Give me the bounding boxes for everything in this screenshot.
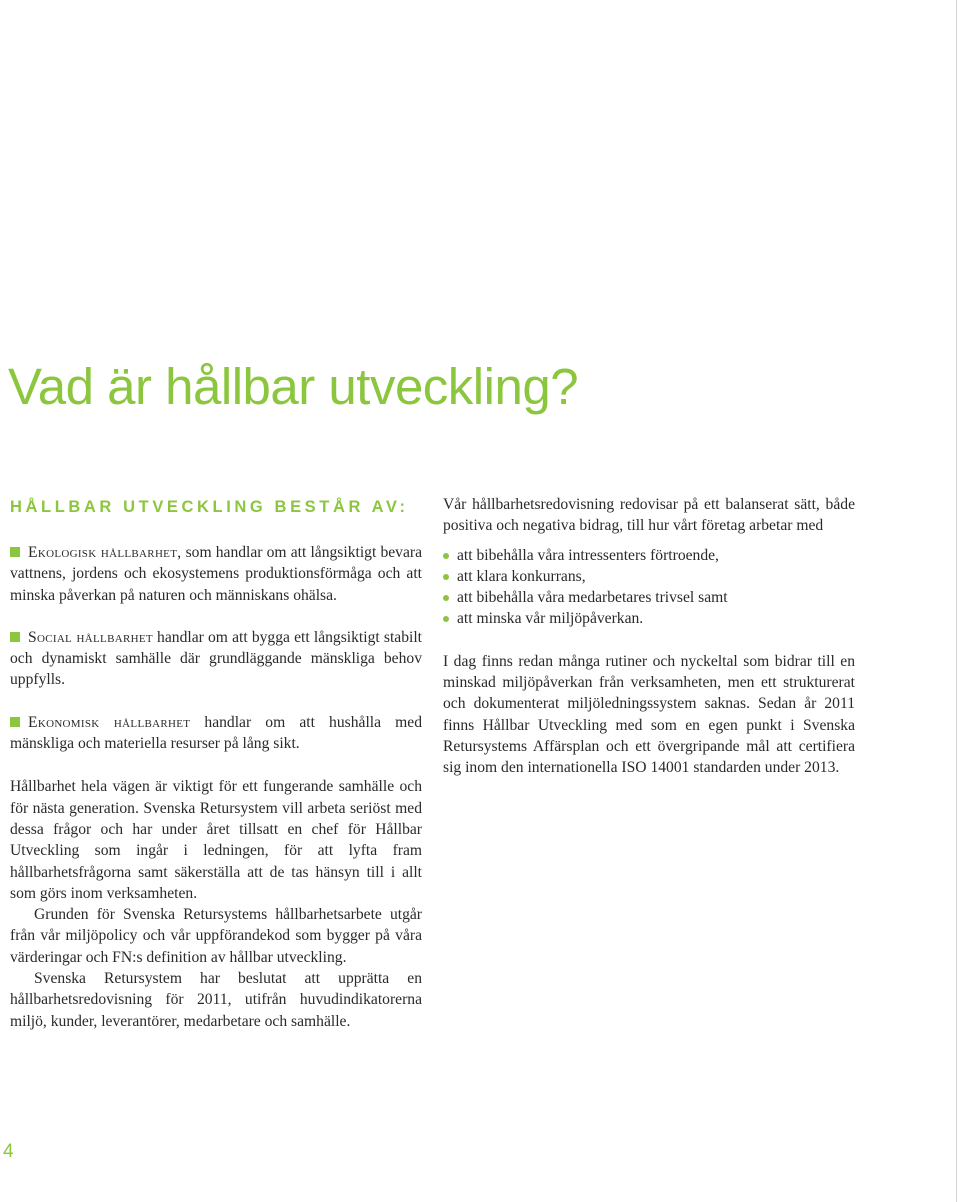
green-square-bullet-icon — [10, 632, 20, 642]
list-item-text: att klara konkurrans, — [457, 567, 586, 585]
green-dot-bullet-icon — [443, 574, 449, 580]
item-text: handlar om att hushålla med mänskliga och materiella resurser på lång sikt. — [10, 713, 423, 753]
list-item-text: att minska vår miljöpåverkan. — [457, 610, 644, 628]
section-heading: HÅLLBAR UTVECKLING BESTÅR AV: — [10, 498, 409, 516]
green-dot-bullet-icon — [443, 616, 449, 622]
item-term: Social hållbarhet — [28, 628, 153, 646]
list-item-ecological — [10, 542, 422, 606]
list-item — [443, 587, 855, 608]
green-dot-bullet-icon — [443, 595, 449, 601]
green-square-bullet-icon — [10, 717, 20, 727]
body-paragraph: Hållbarhet hela vägen är viktigt för ett fungerande samhälle och för nästa generation. Svenska Retursystem vill arbeta seriöst med dessa frågor och har under året tillsatt en chef för Hållbar Utveckling som ingår i ledningen, för att lyfta fram hållbarhetsfrågorna samt säkerställa att de tas hänsyn till i allt som görs inom verksamheten. — [10, 778, 422, 902]
bullet-list — [443, 545, 855, 630]
body-paragraph: Grunden för Svenska Retursystems hållbarhetsarbete utgår från vår miljöpolicy och vår uppförandekod som bygger på våra värderingar och FN:s definition av hållbar utveckling. — [10, 906, 422, 966]
body-paragraph: Svenska Retursystem har beslutat att upprätta en hållbarhetsredovisning för 2011, utifrån huvudindikatorerna miljö, kunder, leverantörer, medarbetare och samhälle. — [10, 970, 422, 1030]
green-square-bullet-icon — [10, 547, 20, 557]
list-item — [443, 608, 855, 629]
page-title: Vad är hållbar utveckling? — [8, 358, 579, 415]
item-term: Ekonomisk hållbarhet — [28, 713, 191, 731]
page-edge-line — [956, 0, 957, 1202]
list-item-economic — [10, 712, 422, 755]
right-column — [443, 494, 855, 779]
list-item — [443, 545, 855, 566]
green-dot-bullet-icon — [443, 553, 449, 559]
list-item — [443, 566, 855, 587]
list-item-social — [10, 627, 422, 691]
page-number: 4 — [3, 1141, 14, 1162]
item-text: som handlar om att långsiktigt bevara vattnens, jordens och ekosystemens produktionsförmåga och att minska påverkan på naturen och människans ohälsa. — [10, 544, 422, 604]
item-term: Ekologisk hållbarhet, — [28, 544, 182, 561]
body-paragraph: I dag finns redan många rutiner och nyckeltal som bidrar till en minskad miljöpåverkan från verksamheten, men ett strukturerat och dokumenterat miljöledningssystem saknas. Sedan år 2011 finns Hållbar Utveckling med som en egen punkt i Svenska Retursystems Affärsplan och ett övergripande mål att certifiera sig inom den internationella ISO 14001 standarden under 2013. — [443, 652, 855, 777]
list-item-text: att bibehålla våra medarbetares trivsel samt — [457, 589, 728, 607]
list-item-text: att bibehålla våra intressenters förtroende, — [457, 546, 719, 564]
intro-paragraph: Vår hållbarhetsredovisning redovisar på ett balanserat sätt, både positiva och negativa bidrag, till hur vårt företag arbetar med — [443, 496, 855, 535]
item-text: handlar om att bygga ett långsiktigt stabilt och dynamiskt samhälle där grundläggande mänskliga behov uppfylls. — [10, 628, 423, 689]
left-column — [10, 494, 422, 1032]
